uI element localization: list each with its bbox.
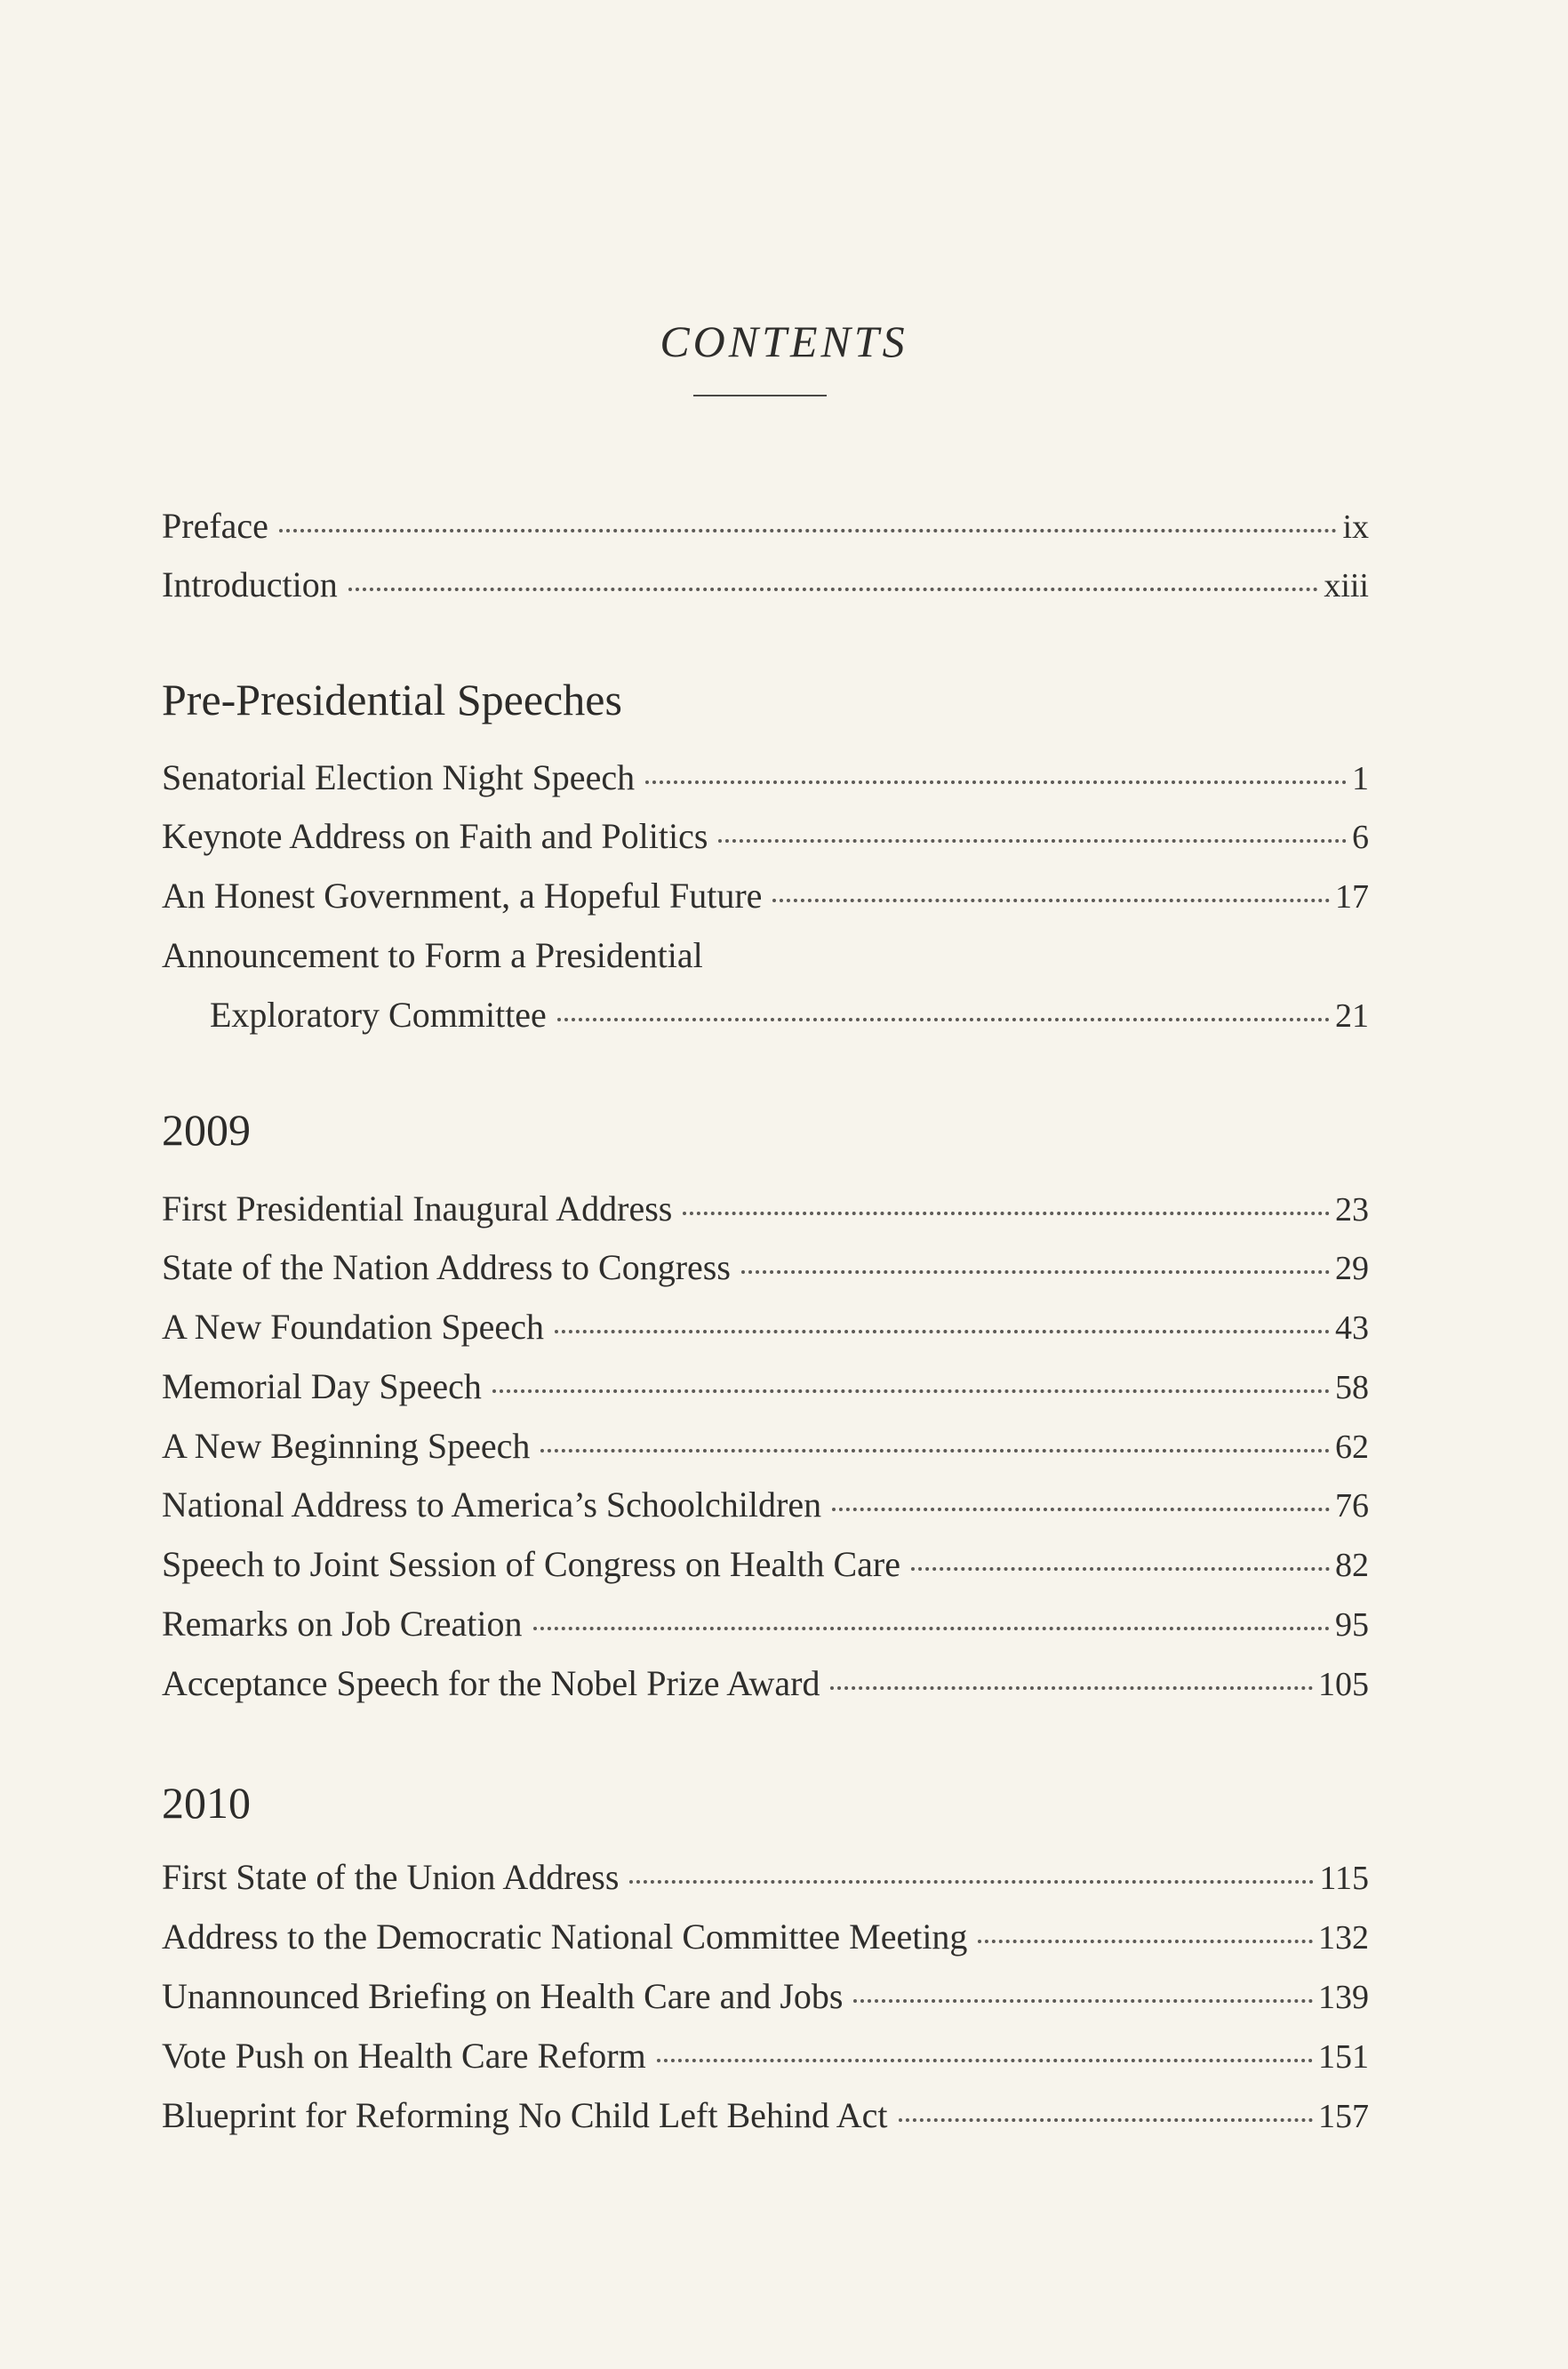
entry-title: An Honest Government, a Hopeful Future <box>162 876 763 916</box>
dot-leader <box>772 899 1330 902</box>
entry-page: 43 <box>1335 1309 1369 1347</box>
dot-leader <box>830 1686 1313 1690</box>
dot-leader <box>899 2118 1313 2122</box>
toc-entry[interactable] <box>162 2029 1369 2083</box>
entry-title: A New Beginning Speech <box>162 1426 531 1466</box>
entry-title: Preface <box>162 506 268 546</box>
dot-leader <box>978 1940 1313 1943</box>
entry-title: National Address to America’s Schoolchildren <box>162 1485 822 1525</box>
entry-page: 95 <box>1335 1606 1369 1644</box>
entry-title-line1[interactable]: Announcement to Form a Presidential <box>162 935 703 975</box>
entry-title: Vote Push on Health Care Reform <box>162 2036 646 2076</box>
entry-page: ix <box>1342 508 1369 546</box>
entry-title: Memorial Day Speech <box>162 1366 482 1406</box>
dot-leader <box>279 529 1338 532</box>
toc-entry[interactable] <box>162 1910 1369 1964</box>
dot-leader <box>533 1627 1331 1630</box>
toc-entry[interactable] <box>162 1538 1369 1591</box>
toc-entry[interactable] <box>162 2089 1369 2142</box>
toc-entry[interactable] <box>162 751 1369 804</box>
toc-entry-preface[interactable] <box>162 500 1369 553</box>
dot-leader <box>657 2059 1313 2062</box>
toc-entry[interactable] <box>162 1597 1369 1651</box>
entry-page: 82 <box>1335 1547 1369 1584</box>
entry-title: Acceptance Speech for the Nobel Prize Award <box>162 1663 820 1703</box>
entry-page: 76 <box>1335 1487 1369 1525</box>
entry-title: A New Foundation Speech <box>162 1307 544 1347</box>
title-rule <box>693 395 827 396</box>
dot-leader <box>718 839 1347 843</box>
dot-leader <box>683 1212 1330 1215</box>
page-title: CONTENTS <box>660 316 908 366</box>
dot-leader <box>555 1330 1330 1333</box>
toc-entry[interactable] <box>162 869 1369 923</box>
dot-leader <box>911 1567 1330 1571</box>
entry-title: Senatorial Election Night Speech <box>162 757 636 797</box>
entry-page: 29 <box>1335 1250 1369 1287</box>
entry-title: Introduction <box>162 564 338 604</box>
dot-leader <box>645 780 1347 784</box>
entry-page: 1 <box>1352 760 1369 797</box>
entry-title: State of the Nation Address to Congress <box>162 1247 731 1287</box>
entry-title: Address to the Democratic National Committee Meeting <box>162 1917 968 1957</box>
dot-leader <box>540 1449 1330 1453</box>
entry-page: 23 <box>1335 1191 1369 1229</box>
entry-page: 132 <box>1318 1919 1369 1957</box>
toc-entry[interactable] <box>162 988 1369 1042</box>
toc-entry[interactable] <box>162 1301 1369 1354</box>
dot-leader <box>348 588 1319 591</box>
dot-leader <box>557 1018 1330 1021</box>
toc-entry[interactable] <box>162 1420 1369 1473</box>
toc-entry[interactable] <box>162 1970 1369 2023</box>
dot-leader <box>853 1999 1313 2003</box>
entry-page: 62 <box>1335 1429 1369 1466</box>
entry-page: 157 <box>1318 2098 1369 2135</box>
toc-entry[interactable] <box>162 1182 1369 1236</box>
dot-leader <box>832 1508 1330 1511</box>
entry-title: Speech to Joint Session of Congress on Health Care <box>162 1544 900 1584</box>
entry-title: First State of the Union Address <box>162 1857 620 1897</box>
section-heading: 2009 <box>162 1105 251 1155</box>
dot-leader <box>629 1880 1314 1884</box>
toc-entry-introduction[interactable] <box>162 558 1369 612</box>
toc-entry[interactable] <box>162 1851 1369 1904</box>
entry-page: 21 <box>1335 997 1369 1035</box>
entry-page: xiii <box>1324 567 1369 604</box>
toc-entry[interactable] <box>162 1360 1369 1413</box>
entry-page: 17 <box>1335 878 1369 916</box>
toc-entry[interactable] <box>162 810 1369 863</box>
toc-entry[interactable] <box>162 1241 1369 1294</box>
entry-page: 115 <box>1319 1860 1369 1897</box>
entry-page: 105 <box>1318 1666 1369 1703</box>
entry-title: Keynote Address on Faith and Politics <box>162 816 708 856</box>
entry-title: Unannounced Briefing on Health Care and Jobs <box>162 1976 844 2016</box>
entry-page: 6 <box>1352 819 1369 856</box>
section-heading: 2010 <box>162 1778 251 1828</box>
toc-entry[interactable] <box>162 1657 1369 1710</box>
entry-title: Remarks on Job Creation <box>162 1604 523 1644</box>
entry-title: First Presidential Inaugural Address <box>162 1189 673 1229</box>
entry-title: Blueprint for Reforming No Child Left Behind Act <box>162 2095 888 2135</box>
entry-title: Exploratory Committee <box>210 995 547 1035</box>
section-heading: Pre-Presidential Speeches <box>162 675 622 724</box>
entry-page: 139 <box>1318 1979 1369 2016</box>
toc-entry[interactable] <box>162 1478 1369 1532</box>
dot-leader <box>492 1389 1330 1393</box>
entry-page: 151 <box>1318 2038 1369 2076</box>
entry-page: 58 <box>1335 1369 1369 1406</box>
dot-leader <box>741 1270 1330 1274</box>
